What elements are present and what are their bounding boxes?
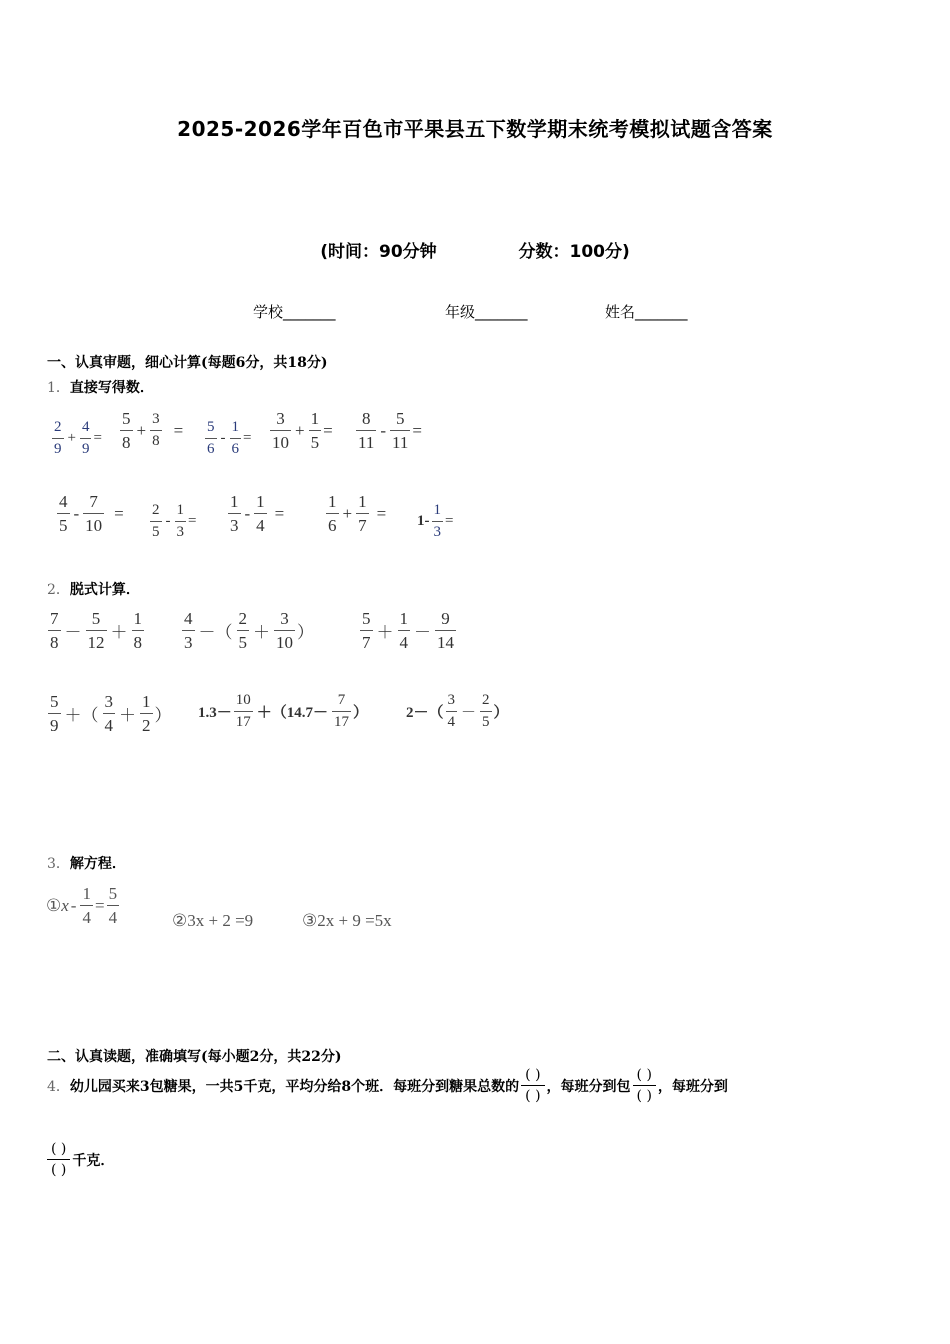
calc-expression: 2－（ 3 4 － 2 5 ） xyxy=(406,692,509,730)
exam-subtitle xyxy=(0,237,950,262)
question-number: 1． xyxy=(47,380,70,396)
answer-blank[interactable]: ( ) ( ) xyxy=(521,1068,544,1103)
calc-expression: 1 6 + $\frac{1}{7}$ = xyxy=(328,492,387,535)
question-text: 幼儿园买来3包糖果，一共5千克，平均分给8个班．每班分到糖果总数的 xyxy=(69,1078,520,1095)
calc-expression: 5 7 ＋ 1 4 － 9 14 xyxy=(362,609,454,652)
grade-field[interactable]: 年级_______ xyxy=(445,303,528,321)
calc-expression: 5 8 + $\frac{3}{8}$ = xyxy=(122,409,184,452)
question-number: 4． xyxy=(47,1078,70,1095)
question-text: 解方程． xyxy=(69,856,126,872)
answer-blank[interactable]: ( ) ( ) xyxy=(47,1142,70,1177)
section-2-heading: 二、认真读题，准确填写(每小题2分，共22分) xyxy=(47,1049,342,1065)
question-4: 4． 幼儿园买来3包糖果，一共5千克，平均分给8个班．每班分到糖果总数的 ( ) ( ) ，每班分到包 ( ) ( ) ，每班分到 xyxy=(47,1067,728,1104)
question-1 xyxy=(47,377,154,397)
calc-expression: 5 9 ＋（ 3 4 ＋ 1 2 ） xyxy=(50,692,172,735)
answer-blank[interactable]: ( ) ( ) xyxy=(633,1068,656,1103)
question-text: 直接写得数． xyxy=(69,380,154,396)
equation-1: ① x - $\frac{1}{4}$ = $\frac{5}{4}$ xyxy=(46,884,118,927)
question-3 xyxy=(47,853,126,873)
question-text: 脱式计算． xyxy=(69,582,140,598)
calc-expression: 2 5 - $\frac{1}{3}$ = xyxy=(152,502,197,540)
question-2 xyxy=(47,579,140,599)
section-1-heading: 一、认真审题，细心计算(每题6分，共18分) xyxy=(47,355,328,371)
calc-expression: 1 3 - $\frac{1}{4}$ = xyxy=(230,492,285,535)
calc-expression: 2 9 + $\frac{4}{9}$ = xyxy=(54,419,102,457)
calc-expression: 7 8 － 5 12 ＋ 1 8 xyxy=(50,609,142,652)
calc-expression: 3 10 + $\frac{1}{5}$ = xyxy=(272,409,333,452)
page-title: 2025-2026学年百色市平果县五下数学期末统考模拟试题含答案 xyxy=(177,117,773,141)
calc-expression: 8 11 - $\frac{5}{11}$ = xyxy=(358,409,423,452)
name-field[interactable]: 姓名_______ xyxy=(605,303,688,321)
time-limit: (时间：90分钟 xyxy=(320,242,437,262)
total-score: 分数：100分) xyxy=(518,242,630,262)
school-field[interactable]: 学校_______ xyxy=(253,303,336,321)
calc-expression: 1.3－ 10 17 ＋（14.7－ 7 17 ） xyxy=(198,692,369,730)
calc-expression: 4 5 - $\frac{7}{10}$ = xyxy=(59,492,124,535)
calc-expression: 1- $\frac{1}{3}$ = xyxy=(417,502,454,540)
equation-3: ③ 2x + 9 =5x xyxy=(302,911,392,930)
question-number: 3． xyxy=(47,856,70,872)
question-number: 2． xyxy=(47,582,70,598)
question-4-continued: ( ) ( ) 千克． xyxy=(45,1142,114,1177)
calc-expression: 5 6 - $\frac{1}{6}$ = xyxy=(207,419,252,457)
calc-expression: 4 3 －（ 2 5 ＋ 3 10 ） xyxy=(184,609,314,652)
equation-2: ② 3x + 2 =9 xyxy=(172,911,254,930)
